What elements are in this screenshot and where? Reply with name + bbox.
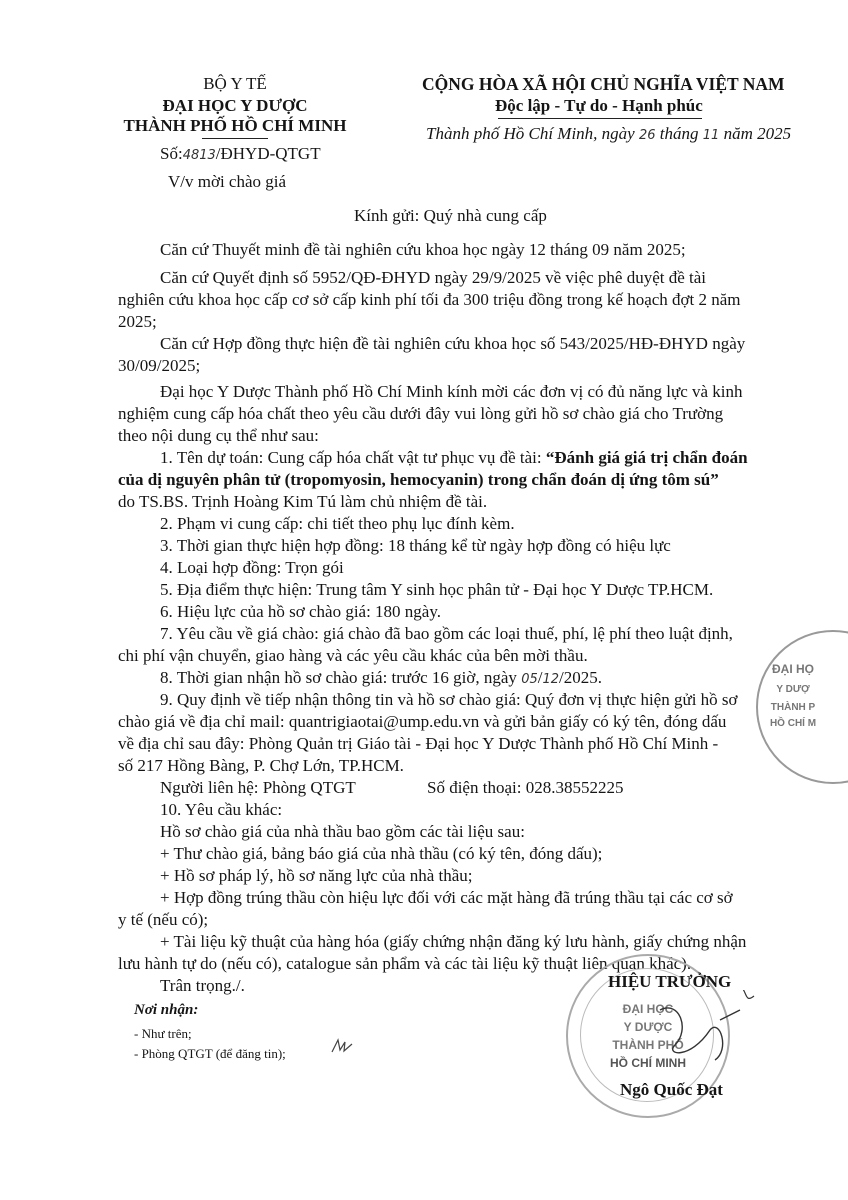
item-9-line: về địa chỉ sau đây: Phòng Quản trị Giáo tài - Đại học Y Dược Thành phố Hồ Chí Minh - (118, 734, 719, 753)
doc-number-suffix: /ĐHYD-QTGT (215, 144, 321, 163)
item-9-line: chào giá về địa chỉ mail: quantrigiaotai@ump.edu.vn và gửi bản giấy có ký tên, đóng dấu (118, 712, 727, 731)
contact-person: Người liên hệ: Phòng QTGT (160, 778, 356, 797)
recipient-item: - Như trên; (134, 1026, 192, 1041)
item-10-line: + Tài liệu kỹ thuật của hàng hóa (giấy chứng nhận đăng ký lưu hành, giấy chứng nhận (160, 932, 747, 951)
document-number (160, 144, 321, 166)
item-9-line: số 217 Hồng Bàng, P. Chợ Lớn, TP.HCM. (118, 756, 404, 775)
item-4: 4. Loại hợp đồng: Trọn gói (160, 558, 344, 577)
body-line: 30/09/2025; (118, 356, 201, 375)
body-line: 2025; (118, 312, 157, 331)
signature-title: HIỆU TRƯỞNG (608, 972, 732, 991)
side-stamp-text: Y DƯỢ (776, 684, 810, 695)
ministry-name: BỘ Y TẾ (203, 74, 267, 93)
date-prefix: Thành phố Hồ Chí Minh, ngày (426, 124, 635, 143)
item-10-line: + Thư chào giá, bảng báo giá của nhà thầu (có ký tên, đóng dấu); (160, 844, 603, 863)
stamp-text: ĐẠI HỌC (622, 1002, 674, 1016)
item-10-line: + Hồ sơ pháp lý, hồ sơ năng lực của nhà thầu; (160, 866, 473, 885)
university-name-line1: ĐẠI HỌC Y DƯỢC (162, 96, 308, 115)
item-8-day: 05 (521, 672, 538, 687)
document-date (426, 124, 791, 146)
stamp-text: Y DƯỢC (623, 1020, 673, 1034)
item-10-line: Hồ sơ chào giá của nhà thầu bao gồm các tài liệu sau: (160, 822, 525, 841)
item-10-line: y tế (nếu có); (118, 910, 209, 929)
item-7: 7. Yêu cầu về giá chào: giá chào đã bao gồm các loại thuế, phí, lệ phí theo luật định, (160, 624, 733, 643)
handwritten-signature (620, 990, 760, 1070)
document-subject: V/v mời chào giá (168, 172, 287, 191)
doc-number-handwritten: 4813 (182, 148, 216, 163)
side-stamp-text: HỒ CHÍ M (769, 718, 817, 729)
country-name: CỘNG HÒA XÃ HỘI CHỦ NGHĨA VIỆT NAM (422, 74, 785, 94)
item-7-continued: chi phí vận chuyển, giao hàng và các yêu cầu khác của bên mời thầu. (118, 646, 588, 665)
closing: Trân trọng./. (160, 976, 245, 995)
header-left-underline (202, 138, 268, 139)
item-5: 5. Địa điểm thực hiện: Trung tâm Y sinh học phân tử - Đại học Y Dược TP.HCM. (160, 580, 714, 599)
item-2: 2. Phạm vi cung cấp: chi tiết theo phụ lục đính kèm. (160, 514, 515, 533)
body-line: nghiệm cung cấp hóa chất theo yêu cầu dưới đây vui lòng gửi hồ sơ chào giá cho Trường (118, 404, 724, 423)
side-stamp-text: ĐẠI HỌ (772, 662, 814, 676)
national-motto: Độc lập - Tự do - Hạnh phúc (495, 96, 703, 115)
item-10-line: + Hợp đồng trúng thầu còn hiệu lực đối với các mặt hàng đã trúng thầu tại các cơ sở (160, 888, 733, 907)
item-8-prefix: 8. Thời gian nhận hồ sơ chào giá: trước 16 giờ, ngày (160, 668, 517, 687)
body-line: nghiên cứu khoa học cấp cơ sở cấp kinh phí tối đa 300 triệu đồng trong kế hoạch đợt 2 năm (118, 290, 741, 309)
side-stamp (756, 630, 848, 784)
doc-number-prefix: Số: (160, 144, 183, 163)
item-8-year: /2025. (559, 668, 602, 687)
stamp-text: HỒ CHÍ MINH (610, 1056, 686, 1070)
body-line: theo nội dung cụ thể như sau: (118, 426, 319, 445)
item-1-suffix: do TS.BS. Trịnh Hoàng Kim Tú làm chủ nhiệm đề tài. (118, 492, 488, 511)
motto-underline (498, 118, 702, 119)
date-year: năm 2025 (723, 124, 792, 143)
signatory-name: Ngô Quốc Đạt (620, 1080, 723, 1099)
item-3: 3. Thời gian thực hiện hợp đồng: 18 tháng kể từ ngày hợp đồng có hiệu lực (160, 536, 671, 555)
item-10-line: lưu hành tự do (nếu có), catalogue sản phẩm và các tài liệu kỹ thuật liên quan khác). (118, 954, 692, 973)
initials-scribble (330, 1038, 354, 1056)
item-8-month: 12 (542, 672, 560, 687)
body-line: Đại học Y Dược Thành phố Hồ Chí Minh kính mời các đơn vị có đủ năng lực và kinh (160, 382, 743, 401)
side-stamp-text: THÀNH P (770, 702, 816, 713)
item-10-line: 10. Yêu cầu khác: (160, 800, 283, 819)
body-line: Căn cứ Thuyết minh đề tài nghiên cứu khoa học ngày 12 tháng 09 năm 2025; (160, 240, 686, 259)
item-1-title: “Đánh giá giá trị chẩn đoán (545, 448, 748, 467)
stamp-text: THÀNH PHỐ (612, 1038, 684, 1052)
date-day: 26 (638, 128, 656, 143)
item-8-sep: / (537, 668, 543, 687)
body-line: Căn cứ Hợp đồng thực hiện đề tài nghiên cứu khoa học số 543/2025/HĐ-ĐHYD ngày (160, 334, 746, 353)
university-name-line2: THÀNH PHỐ HỒ CHÍ MINH (123, 116, 347, 135)
recipient-item: - Phòng QTGT (để đăng tin); (134, 1046, 286, 1061)
item-1-prefix: 1. Tên dự toán: Cung cấp hóa chất vật tư phục vụ đề tài: (160, 448, 546, 467)
item-9-line: 9. Quy định về tiếp nhận thông tin và hồ sơ chào giá: Quý đơn vị thực hiện gửi hồ sơ (160, 690, 738, 709)
body-line: Căn cứ Quyết định số 5952/QĐ-ĐHYD ngày 29/9/2025 về việc phê duyệt đề tài (160, 268, 707, 287)
salutation: Kính gửi: Quý nhà cung cấp (354, 206, 547, 225)
date-month: 11 (702, 128, 720, 143)
item-1-line1 (160, 448, 748, 468)
item-8 (160, 668, 602, 690)
contact-phone: Số điện thoại: 028.38552225 (427, 778, 624, 797)
date-month-label: tháng (659, 124, 699, 143)
item-6: 6. Hiệu lực của hồ sơ chào giá: 180 ngày. (160, 602, 441, 621)
item-1-title-continued: của dị nguyên phân tử (tropomyosin, hemocyanin) trong chẩn đoán dị ứng tôm sú” (118, 470, 719, 489)
recipients-label: Nơi nhận: (134, 1002, 199, 1018)
